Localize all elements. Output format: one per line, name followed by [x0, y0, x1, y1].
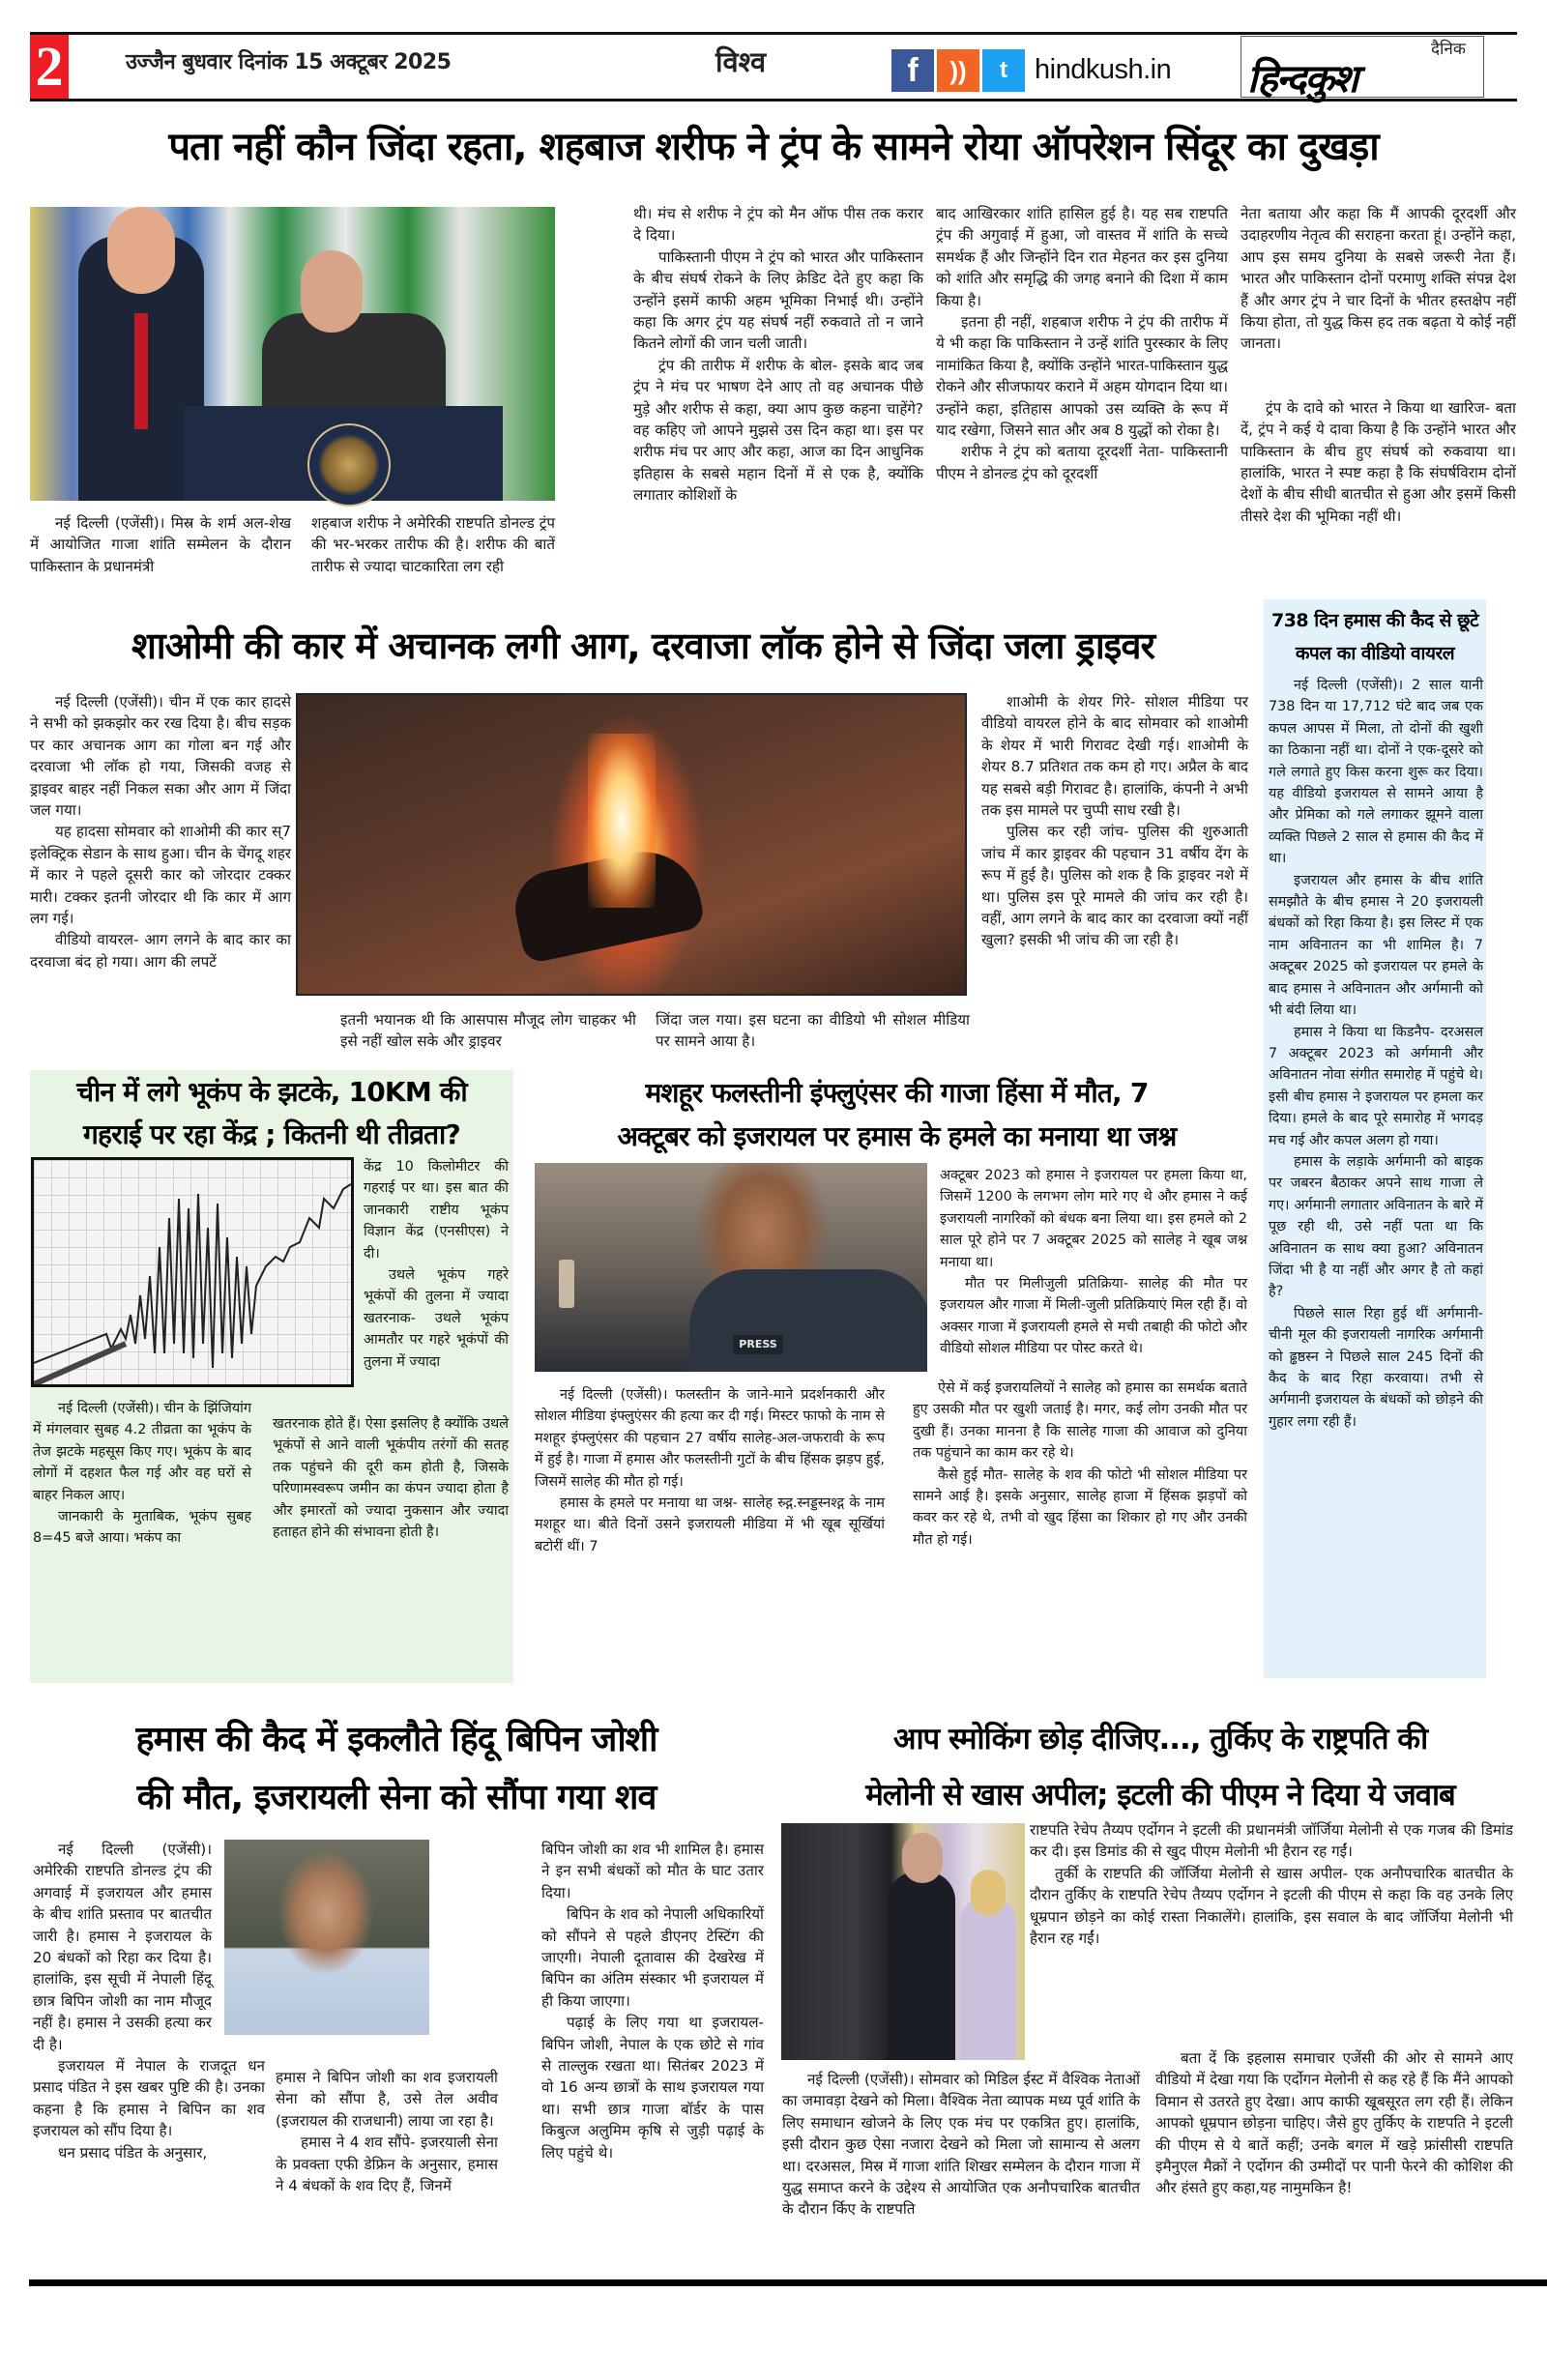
paragraph: शहबाज शरीफ ने अमेरिकी राष्टपति डोनल्ड ट्रंप की भर-भरकर तारीफ की है। शरीफ की बातें तारीफ से ज्यादा चाटकारिता लग रही	[311, 514, 555, 575]
press-vest	[689, 1269, 927, 1372]
story3-side-text	[364, 1156, 509, 1373]
flames	[588, 734, 656, 908]
paragraph: हमास ने किया था किडनैप- दरअसल 7 अक्टूबर 2023 को अर्गमानी और अविनातन नोवा संगीत समारोह में पहुंचे थे। इसी बीच हमास ने इजरायल पर हमला कर दिया। हमले के बाद पूरे समारोह में भगदड़ मच गई और कपल अलग हो गया।	[1269, 1024, 1483, 1148]
paragraph: शरीफ ने ट्रंप को बताया दूरदर्शी नेता- पाकिस्तानी पीएम ने डोनल्ड ट्रंप को दूरदर्शी	[936, 443, 1228, 482]
paragraph: नई दिल्ली (एजेंसी)। अमेरिकी राष्टपति डोनल्ड ट्रंप की अगवाई में इजरायल और हमास के बीच शांति प्रस्ताव पर बातचीत जारी है। हमास ने इजरायल के 20 बंधकों को रिहा कर दिया है। हालांकि, इस सूची में नेपाली हिंदू छात्र बिपिन जोशी का नाम मौजूद नहीं है। हमास ने उसकी हत्या कर दी है।	[33, 1841, 212, 2053]
twitter-icon[interactable]: t	[982, 49, 1025, 92]
story2-col2	[340, 1009, 636, 1053]
story5-col3	[541, 1839, 764, 2163]
story3-col1	[33, 1398, 251, 1550]
erdogan-meloni-photo	[781, 1823, 1025, 2060]
page-number: 2	[30, 35, 69, 99]
press-badge: PRESS	[733, 1335, 783, 1354]
headline-line: मेलोनी से खास अपील; इटली की पीएम ने दिया ये जवाब	[865, 1778, 1455, 1813]
person-head	[301, 250, 363, 333]
person-head	[971, 1870, 1006, 1916]
story3-headline	[33, 1071, 511, 1156]
story1-headline: पता नहीं कौन जिंदा रहता, शहबाज शरीफ ने ट्रंप के सामने रोया ऑपरेशन सिंदूर का दुखड़ा	[168, 125, 1379, 169]
paragraph: इजरायल में नेपाल के राजदूत धन प्रसाद पंडित ने इस खबर पुष्टि की है। उनका कहना है कि हमास ने बिपिन का शव इजरायल को सौंप दिया है।	[33, 2057, 265, 2140]
paragraph: नई दिल्ली (एजेंसी)। मिस्र के शर्म अल-शेख में आयोजित गाजा शांति सम्मेलन के दौरान पाकिस्तान के प्रधानमंत्री	[30, 514, 291, 575]
paragraph: हमास ने बिपिन जोशी का शव इजरायली सेना को सौंपा है, उसे तेल अवीव (इजरायल की राजधानी) लाया जा रहा है।	[276, 2069, 498, 2130]
social-links	[891, 49, 1025, 92]
paragraph: धन प्रसाद पंडित के अनुसार,	[58, 2143, 208, 2162]
paragraph: पुलिस कर रही जांच- पुलिस की शुरुआती जांच में कार ड्राइवर की पहचान 31 वर्षीय देंग के रूप में हुई है। पुलिस को शक है कि ड्राइवर नशे में था। पुलिस इस पूरे मामले की जांच कर रही है। वहीं, आग लगने के बाद कार का दरवाजा क्यों नहीं खुला? इसकी भी जांच की जा रही है।	[981, 823, 1248, 949]
paragraph: इतना ही नहीं, शहबाज शरीफ ने ट्रंप की तारीफ में ये भी कहा कि पाकिस्तान ने उन्हें शांति पुरस्कार के लिए नामांकित किया है, क्योंकि उन्होंने भारत-पाकिस्तान युद्ध रोकने और सीजफायर कराने में अहम योगदान दिया था। उन्होंने कहा, इतिहास आपको उस व्यक्ति के रूप में याद रखेगा, जिसने सात और अब 8 युद्धों को रोका है।	[936, 313, 1228, 440]
story6-col2-cont	[1155, 2047, 1513, 2199]
paragraph: हमास के हमले पर मनाया था जश्न- सालेह स्र्द्ग.स्नड्डस्नश्द्ग के नाम मशहूर था। बीते दिनों उसने इजरायली मीडिया में भी खूब सूर्खियां बटोरीं थीं। 7	[535, 1495, 885, 1554]
headline-line: हमास की कैद में इकलौते हिंदू बिपिन जोशी	[135, 1720, 657, 1759]
paragraph: इतनी भयानक थी कि आसपास मौजूद लोग चाहकर भी इसे नहीं खोल सके और ड्राइवर	[340, 1011, 636, 1051]
paragraph: शाओमी के शेयर गिरे- सोशल मीडिया पर वीडियो वायरल होने के बाद सोमवार को शाओमी के शेयर में भारी गिरावट देखी गई। शाओमी के शेयर 8.7 प्रतिशत तक कम हो गए। अप्रैल के बाद यह सबसे बड़ी गिरावट है। हालांकि, कंपनी ने अभी तक इस मामले पर चुप्पी साध रखी है।	[981, 693, 1248, 820]
story3-col2	[273, 1413, 509, 1543]
sidebar-body	[1269, 675, 1483, 1433]
paragraph: नई दिल्ली (एजेंसी)। फलस्तीन के जाने-माने प्रदर्शनकारी और सोशल मीडिया इंफ्लुएंसर की हत्या कर दी गई। मिस्टर फाफो के नाम से मशहूर इंफ्लुएंसर की पहचान 27 वर्षीय सालेह-अल-जफरावी के रूप में हुई है। गाजा में हमास और फलस्तीनी गुटों के बीच हिंसक झड़प हुई, जिसमें सालेह की मौत हो गई।	[535, 1387, 885, 1490]
paragraph: राष्टपति रेचेप तैय्यप एर्दोगन ने इटली की प्रधानमंत्री जॉर्जिया मेलोनी से एक गजब की डिमांड कर दी। इस डिमांड की से खुद पीएम मेलोनी भी हैरान रह गईं।	[1030, 1821, 1513, 1861]
headline-line: चीन में लगे भूकंप के झटके, 10KM की	[76, 1076, 467, 1108]
story6-headline	[778, 1711, 1542, 1823]
paragraph: नई दिल्ली (एजेंसी)। सोमवार को मिडिल ईस्ट में वैश्विक नेताओं का जमावड़ा देखने को मिला। वैश्विक नेता व्यापक मध्य पूर्व शांति के लिए समाधान खोजने के लिए एक मंच पर एकत्रित हुए। हालांकि, इसी दौरान कुछ ऐसा नजारा देखने को मिला जो सामान्य से अलग था। दरअसल, मिस्र में गाजा शांति शिखर सम्मेलन के दौरान गाजा में युद्ध समाप्त करने के उद्देश्य से आयोजित एक अनौपचारिक बातचीत के दौरान र्किए के राष्टपति	[782, 2071, 1140, 2219]
website-link[interactable]: hindkush.in	[1035, 54, 1172, 85]
paragraph: नई दिल्ली (एजेंसी)। चीन के झिंजियांग में मंगलवार सुबह 4.2 तीव्रता का भूकंप के तेज झटके महसूस किए गए। भूकंप के बाद लोगों में दहशत फैल गई और वह घरों से बाहर निकल आए।	[33, 1401, 251, 1503]
headline-line: की मौत, इजरायली सेना को सौंपा गया शव	[136, 1778, 657, 1817]
presidential-seal	[307, 423, 391, 507]
paragraph: बाद आखिरकार शांति हासिल हुई है। यह सब राष्टपति ट्रंप की अगुवाई में हुआ, जो वास्तव में शांति के सच्चे समर्थक हैं और जिन्होंने दिन रात मेहनत कर इस दुनिया को शांति और समृद्धि की जगह बनाने की दिशा में काम किया है।	[936, 205, 1228, 309]
headline-line: अक्टूबर को इजरायल पर हमास के हमले का मनाया था जश्न	[617, 1120, 1177, 1152]
story6-col1	[782, 2069, 1140, 2220]
paragraph: पढ़ाई के लिए गया था इजरायल- बिपिन जोशी, नेपाल के एक छोटे से गांव से ताल्लुक रखता था। सितंबर 2023 में वो 16 अन्य छात्रों के साथ इजरायल गया था। सभी छात्र गाजा बॉर्डर के पास किबुत्ज अलुमिम कृषि से जुड़ी पढ़ाई के लिए पहुंचे थे।	[541, 2014, 764, 2162]
person-silhouette	[960, 1896, 1016, 2060]
paragraph: अक्टूबर 2023 को हमास ने इजरायल पर हमला किया था, जिसमें 1200 के लगभग लोग मारे गए थे और हमास ने कई इजरायली नागरिकों को बंधक बना लिया था। इस हमले को 2 साल पूरे होने पर 7 अक्टूबर 2025 को सालेह ने खूब जश्न मनाया था।	[940, 1168, 1247, 1270]
dateline: उज्जैन बुधवार दिनांक 15 अक्टूबर 2025	[126, 50, 452, 74]
story1-col5	[1241, 203, 1516, 527]
bottom-rule	[29, 2279, 1547, 2286]
headline-line: मशहूर फलस्तीनी इंफ्लुएंसर की गाजा हिंसा में मौत, 7	[645, 1077, 1149, 1109]
headline-line: गहराई पर रहा केंद्र ; कितनी थी तीव्रता?	[83, 1118, 460, 1150]
story2-col1	[30, 691, 291, 972]
paragraph: बता दें कि इहलास समाचार एजेंसी की ओर से सामने आए वीडियो में देखा गया कि एर्दोगन मेलोनी से कह रहे हैं कि मैंने आपको विमान से उतरते हुए देखा। आप काफी खूबसूरत लग रही हैं। लेकिन आपको धूम्रपान छोड़ना चाहिए। जैसे हुए तुर्किए के राष्टपति ने इटली की पीएम से ये बातें कहीं; उनके बगल में खड़े फ्रांसीसी राष्टपति इमैनुएल मैक्रों ने एर्दोगन की उम्मीदों पर पानी फेरने की कोशिश की और हंसते हुए कहा,यह नामुमकिन है!	[1155, 2049, 1513, 2197]
burning-car-photo	[296, 693, 967, 996]
person-head	[902, 1833, 943, 1883]
seismograph-wave	[34, 1160, 351, 1384]
story1-col4	[936, 203, 1228, 484]
paragraph: जानकारी के मुताबिक, भूकंप सुबह 8=45 बजे आया। भकंप का	[33, 1509, 251, 1547]
paragraph: कैसे हुई मौत- सालेह के शव की फोटो भी सोशल मीडिया पर सामने आई है। इसके अनुसार, सालेह हाजा में हिंसक झड़पों को कवर कर रहे थे, तभी वो खुद हिंसा का शिकार हो गए और उनकी मौत हो गई।	[913, 1466, 1247, 1548]
story1-col1	[30, 512, 291, 577]
story4-col2a	[940, 1165, 1247, 1360]
story5-col1	[33, 1839, 265, 2163]
story4-headline	[537, 1071, 1257, 1158]
sidebar-headline: 738 दिन हमास की कैद से छूटे कपल का वीडियो वायरल	[1270, 610, 1479, 664]
story5-headline	[29, 1711, 764, 1827]
tie	[134, 313, 148, 429]
logo-subtitle: दैनिक	[1431, 40, 1466, 59]
paragraph: बिपिन जोशी का शव भी शामिल है। हमास ने इन सभी बंधकों को मौत के घाट उतार दिया।	[541, 1841, 764, 1901]
paragraph: तुर्की के राष्टपति की जॉर्जिया मेलोनी से खास अपील- एक अनौपचारिक बातचीत के दौरान तुर्किए के राष्टपति रेचेप तैय्यप एर्दोगन ने इटली की पीएम से कहा कि वह उनके लिए धूम्रपान छोड़ने का कोई रास्ता निकालेंगे। हालांकि, इस सवाल के बाद जॉर्जिया मेलोनी भी हैरान रह गईं।	[1030, 1864, 1513, 1948]
paragraph: वीडियो वायरल- आग लगने के बाद कार का दरवाजा बंद हो गया। आग की लपटें	[30, 931, 291, 971]
paragraph: हमास के लड़ाके अर्गमानी को बाइक पर जबरन बैठाकर अपने साथ गाजा ले गए। अर्गमानी लगातार अविनातन के बारे में पूछ रही थी, उसे नहीं पता था कि अविनातन क साथ क्या हुआ? अविनातन जिंदा भी है या नहीं और अगर है तो कहां है?	[1269, 1153, 1483, 1300]
person-silhouette	[888, 1872, 955, 2060]
paragraph: नई दिल्ली (एजेंसी)। 2 साल यानी 738 दिन या 17,712 घंटे बाद जब एक कपल आपस में मिला, तो दोनों की खुशी का ठिकाना नहीं था। दोनों ने एक-दूसरे को गले लगाते हुए किस करना शुरू कर दिया। यह वीडियो इजरायल से सामने आया है और प्रेमिका को गले लगाकर झूमने वाला व्यक्ति पिछले 2 साल से हमास की कैद में था।	[1269, 678, 1483, 867]
paragraph: ऐसे में कई इजरायलियों ने सालेह को हमास का समर्थक बताते हुए उसकी मौत पर खुशी जताई है। मगर, कई लोग उनकी मौत पर दुखी हैं। उनका मानना है कि सालेह गाजा की आवाज को दुनिया तक पहुंचाने का काम कर रहे थे।	[913, 1380, 1247, 1462]
rss-icon[interactable]: ))	[937, 49, 979, 92]
paragraph: जिंदा जल गया। इस घटना का वीडियो भी सोशल मीडिया पर सामने आया है।	[656, 1011, 970, 1051]
story1-col2	[311, 512, 555, 577]
paragraph: केंद्र 10 किलोमीटर की गहराई पर था। इस बात की जानकारी राष्टीय भूकंप विज्ञान केंद्र (एनसीएस) ने दी।	[364, 1159, 509, 1262]
section-title: विश्व	[715, 45, 767, 78]
paragraph: खतरनाक होते हैं। ऐसा इसलिए है क्योंकि उथले भूकंपों से आने वाली भूकंपीय तरंगों की सतह तक पहुंचने की दूरी कम होती है, जिसके परिणामस्वरूप जमीन का कंपन ज्यादा होता है और इमारतों को ज्यादा नुकसान और ज्यादा हताहत होने की संभावना होती है।	[273, 1416, 509, 1541]
story2-headline: शाओमी की कार में अचानक लगी आग, दरवाजा लॉक होने से जिंदा जला ड्राइवर	[131, 624, 1155, 667]
person-head	[107, 207, 175, 294]
paragraph: इजरायल और हमास के बीच शांति समझौते के बीच हमास ने 20 इजरायली बंधकों को रिहा किया है। इस लिस्ट में एक नाम अविनातन का भी शामिल है। 7 अक्टूबर 2025 को इजरायल पर हमले के बाद हमास ने अविनातन और अर्गमानी को भी बंदी लिया था।	[1269, 872, 1483, 1019]
paragraph: उथले भूकंप गहरे भूकंपों की तुलना में ज्यादा खतरनाक- उथले भूकंप आमतौर पर गहरे भूकंपों की तुलना में ज्यादा	[364, 1267, 509, 1370]
influencer-photo	[535, 1163, 927, 1372]
paragraph: हमास ने 4 शव सौंपे- इजरयाली सेना के प्रवक्ता एफी डेफ्रिन के अनुसार, हमास ने 4 बंधकों के शव दिए हैं, जिनमें	[276, 2133, 498, 2195]
story4-col1	[535, 1384, 885, 1557]
paragraph: मौत पर मिलीजुली प्रतिक्रिया- सालेह की मौत पर इजरायल और गाजा में मिली-जुली प्रतिक्रियाएं मिल रही हैं। वो अक्सर गाजा में इजरायली हमले से मची तबाही की फोटो और वीडियो सोशल मीडिया पर पोस्ट करते थे।	[940, 1276, 1247, 1357]
logo-title: हिन्दकुश	[1247, 57, 1357, 102]
story4-col2b	[913, 1378, 1247, 1551]
story6-col2	[1030, 1819, 1513, 1949]
headline-line: आप स्मोकिंग छोड़ दीजिए..., तुर्किए के राष्ट्रपति की	[892, 1722, 1428, 1756]
paragraph: ट्रंप की तारीफ में शरीफ के बोल- इसके बाद जब ट्रंप ने मंच पर भाषण देने आए तो वह अचानक पीछे मुड़े और शरीफ से कहा, क्या आप कुछ कहना चाहेंगे? वह कहिए जो आपने मुझसे उस दिन कहा था। इस पर शरीफ मंच पर आए और कहा, आज का दिन आधुनिक इतिहास के सबसे महान दिनों में से एक है, क्योंकि लगातार कोशिशों के	[633, 356, 923, 505]
seismograph-image	[31, 1157, 354, 1387]
facebook-icon[interactable]: f	[891, 49, 934, 92]
story5-col2	[276, 2067, 498, 2196]
pen-arm	[34, 1344, 126, 1384]
paragraph: बिपिन के शव को नेपाली अधिकारियों को सौंपने से पहले डीएनए टेस्टिंग की जाएगी। नेपाली दूतावास की देखरेख में बिपिन का अंतिम संस्कार भी इजरायल में ही किया जाएगा।	[541, 1905, 764, 2010]
story2-col3	[656, 1009, 970, 1053]
paragraph: नेता बताया और कहा कि मैं आपकी दूरदर्शी और उदाहरणीय नेतृत्व की सराहना करता हूं। उन्होंने कहा, आप इस समय दुनिया के सबसे जरूरी नेता हैं। भारत और पाकिस्तान दोनों परमाणु शक्ति संपन्न देश हैं और अगर ट्रंप ने चार दिनों के भीतर हस्तक्षेप नहीं किया होता, तो युद्ध किस हद तक बढ़ता ये कोई नहीं जानता।	[1241, 205, 1516, 353]
paragraph: पाकिस्तानी पीएम ने ट्रंप को भारत और पाकिस्तान के बीच संघर्ष रोकने के लिए क्रेडिट देते हुए कहा कि उन्होंने इसमें काफी अहम भूमिका निभाई थी। उन्होंने कहा कि अगर ट्रंप यह संघर्ष नहीं रुकवाते तो न जाने कितने लोगों की जान चली जाती।	[633, 247, 923, 353]
paragraph: नई दिल्ली (एजेंसी)। चीन में एक कार हादसे ने सभी को झकझोर कर रख दिया है। बीच सड़क पर कार अचानक आग का गोला बन गई और दरवाजा भी लॉक हो गया, जिसकी वजह से ड्राइवर बाहर नहीं निकल सका और आग में जिंदा जल गया।	[30, 693, 291, 820]
story2-col4	[981, 691, 1248, 951]
paragraph: यह हादसा सोमवार को शाओमी की कार स्7 इलेक्ट्रिक सेडान के साथ हुआ। चीन के चेंगदू शहर में कार ने पहले दूसरी कार को जोरदार टक्कर मारी। टक्कर इतनी जोरदार थी कि कार में आग लग गई।	[30, 823, 291, 928]
paragraph: पिछले साल रिहा हुई थीं अर्गमानी- चीनी मूल की इजरायली नागरिक अर्गमानी को ढ्ढष्ठस्न ने पिछले साल 245 दिनों की कैद के बाद रिहा करवाया। तभी से अर्गमानी इजरायल के बंधकों को छोड़ने की गुहार लगा रही हैं।	[1269, 1305, 1483, 1430]
phone	[559, 1260, 574, 1308]
paragraph: ट्रंप के दावे को भारत ने किया था खारिज- बता दें, ट्रंप ने कई ये दावा किया है कि उन्होंने भारत और पाकिस्तान के बीच हुए संघर्ष को रुकवाया था। हालांकि, भारत ने स्पष्ट कहा है कि संघर्षविराम दोनों देशों के बीच सीधी बातचीत से हुआ और इसमें किसी तीसरे देश की भूमिका नहीं थी।	[1241, 398, 1516, 525]
story1-col3	[633, 203, 923, 507]
bipin-joshi-photo	[224, 1840, 429, 2035]
paragraph: थी। मंच से शरीफ ने ट्रंप को मैन ऑफ पीस तक करार दे दिया।	[633, 205, 923, 245]
